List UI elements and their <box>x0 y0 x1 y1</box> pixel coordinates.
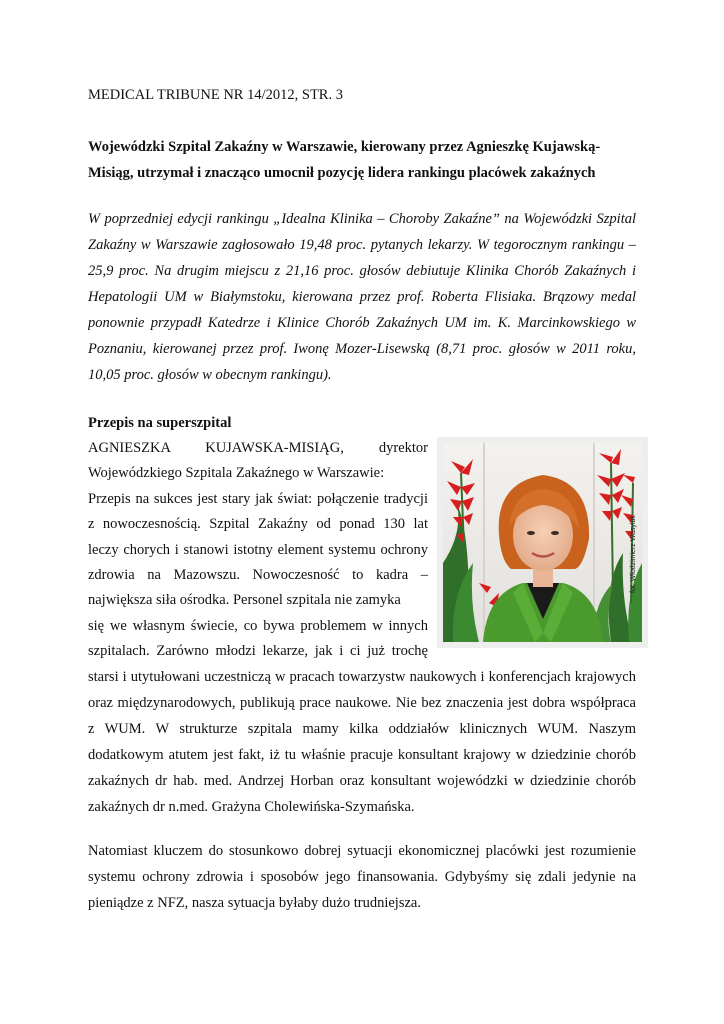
body-line: Przepis na sukces jest stary jak świat: połączenie tradycji <box>88 490 428 507</box>
portrait-illustration <box>443 443 642 642</box>
photo-credit: fot. Włodzimierz Wasyluk <box>630 515 637 593</box>
closing-paragraph <box>88 838 636 916</box>
headline-line: Wojewódzki Szpital Zakaźny w Warszawie, kierowany przez Agnieszkę Kujawską- <box>88 139 601 155</box>
body-line: leczy chorych i stanowi istotny element systemu ochrony <box>88 541 428 558</box>
body-line: zakaźnych dr n.med. Grażyna Cholewińska-Szymańska. <box>88 799 415 815</box>
body-line: AGNIESZKA KUJAWSKA-MISIĄG, dyrektor <box>88 440 428 456</box>
body-line: największa siła ośrodka. Personel szpitala nie zamyka <box>88 592 401 609</box>
lead-line: Poznaniu, kierowanej przez prof. Iwonę Mozer-Lisewską (8,71 proc. głosów w 2011 roku, <box>88 341 636 357</box>
lead-line: Hepatologii UM w Białymstoku, kierowana przez prof. Roberta Flisiaka. Brązowy medal <box>88 289 636 305</box>
body-line: dodatkowym atutem jest fakt, iż tu właśnie pracuje konsultant krajowy w dziedzinie chorób <box>88 747 636 763</box>
body-line: z nowoczesnością. Szpital Zakaźny od ponad 130 lat <box>88 516 428 533</box>
body-line: zakaźnych dr hab. med. Andrzej Horban oraz konsultant wojewódzki w dziedzinie chorób <box>88 773 636 789</box>
lead-line: Zakaźny w Warszawie zagłosowało 19,48 proc. pytanych lekarzy. W tegorocznym rankingu – <box>88 237 636 253</box>
headline-line: Misiąg, utrzymał i znacząco umocnił pozycję lidera rankingu placówek zakaźnych <box>88 165 596 181</box>
article-headline <box>88 134 636 186</box>
body-line: oraz międzynarodowych, publikują prace naukowe. Nie bez znaczenia jest dobra współpraca <box>88 695 636 711</box>
article-lead <box>88 206 636 388</box>
body-line: Natomiast kluczem do stosunkowo dobrej sytuacji ekonomicznej placówki jest rozumienie <box>88 843 636 859</box>
interview-intro <box>88 436 428 665</box>
lead-line: 25,9 proc. Na drugim miejscu z 21,16 proc. głosów debiutuje Klinika Chorób Zakaźnych i <box>88 263 636 279</box>
body-line: się we własnym świecie, co bywa problemem w innych <box>88 617 428 634</box>
body-line: szpitalach. Zarówno młodzi lekarze, jak i ci już trochę <box>88 643 428 660</box>
interview-body <box>88 664 636 820</box>
body-line: Wojewódzkiego Szpitala Zakaźnego w Warszawie: <box>88 465 385 482</box>
body-line: z WUM. W strukturze szpitala mamy kilka oddziałów klinicznych WUM. Naszym <box>88 721 636 737</box>
body-line: systemu ochrony zdrowia i sposobów jego finansowania. Gdybyśmy się zdali jedynie na <box>88 869 636 885</box>
body-line: starsi i utytułowani uczestniczą w pracach towarzystw naukowych i konferencjach krajowych <box>88 669 636 685</box>
lead-line: W poprzedniej edycji rankingu „Idealna Klinika – Choroby Zakaźne” na Wojewódzki Szpital <box>88 211 636 227</box>
lead-line: ponownie przypadł Katedrze i Klinice Chorób Zakaźnych UM im. K. Marcinkowskiego w <box>88 315 636 331</box>
portrait-photo <box>437 437 648 648</box>
body-line: zdrowia na Mazowszu. Nowoczesność to kadra – <box>88 566 428 583</box>
lead-line: 10,05 proc. głosów w obecnym rankingu). <box>88 367 332 383</box>
section-title: Przepis na superszpital <box>88 415 232 431</box>
publication-header: MEDICAL TRIBUNE NR 14/2012, STR. 3 <box>88 87 343 103</box>
body-line: pieniądze z NFZ, nasza sytuacja byłaby dużo trudniejsza. <box>88 895 421 911</box>
